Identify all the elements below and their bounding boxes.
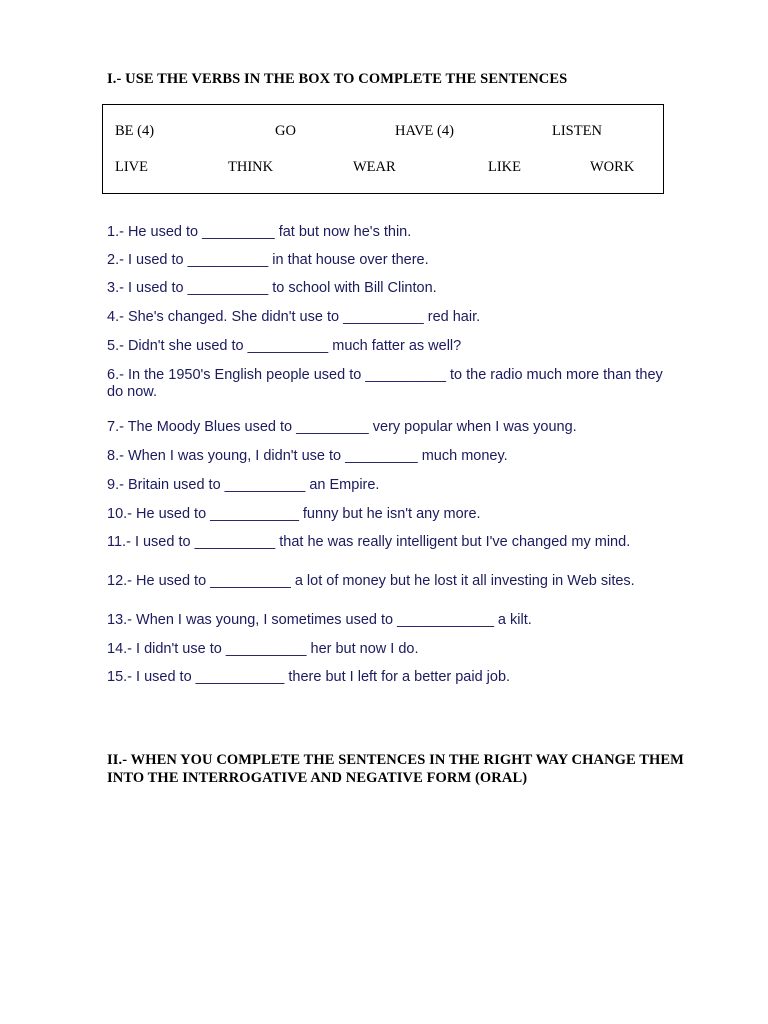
verb-wear: WEAR <box>353 159 396 175</box>
verb-like: LIKE <box>488 159 522 175</box>
sentence-14: 14.- I didn't use to __________ her but now I do. <box>107 641 419 657</box>
sentence-11: 11.- I used to __________ that he was really intelligent but I've changed my mind. <box>107 534 631 550</box>
sentence-10: 10.- He used to ___________ funny but he isn't any more. <box>107 506 481 522</box>
section1-heading: I.- USE THE VERBS IN THE BOX TO COMPLETE THE SENTENCES <box>107 71 568 87</box>
verb-live: LIVE <box>115 159 149 175</box>
sentence-12: 12.- He used to __________ a lot of money but he lost it all investing in Web sites. <box>107 573 635 589</box>
sentence-15: 15.- I used to ___________ there but I left for a better paid job. <box>107 669 511 685</box>
section2-heading: II.- WHEN YOU COMPLETE THE SENTENCES IN THE RIGHT WAY CHANGE THEM INTO THE INTERROGATIVE AND NEGATIVE FORM (ORAL) <box>107 752 684 786</box>
verb-box <box>102 104 664 194</box>
verb-think: THINK <box>228 159 274 175</box>
sentence-5: 5.- Didn't she used to __________ much fatter as well? <box>107 338 462 354</box>
sentence-13: 13.- When I was young, I sometimes used to ____________ a kilt. <box>107 612 532 628</box>
verb-be: BE (4) <box>115 123 155 139</box>
sentence-3: 3.- I used to __________ to school with Bill Clinton. <box>107 280 437 296</box>
sentence-4: 4.- She's changed. She didn't use to __________ red hair. <box>107 309 481 325</box>
verb-have: HAVE (4) <box>395 123 454 139</box>
verb-work: WORK <box>590 159 635 175</box>
verb-listen: LISTEN <box>552 123 602 139</box>
sentence-2: 2.- I used to __________ in that house over there. <box>107 252 429 268</box>
sentence-1: 1.- He used to _________ fat but now he's thin. <box>107 224 412 240</box>
sentence-9: 9.- Britain used to __________ an Empire. <box>107 477 380 493</box>
sentence-6: 6.- In the 1950's English people used to __________ to the radio much more than they do now. <box>107 367 663 400</box>
verb-go: GO <box>275 123 296 139</box>
sentence-7: 7.- The Moody Blues used to _________ very popular when I was young. <box>107 419 577 435</box>
sentence-8: 8.- When I was young, I didn't use to _________ much money. <box>107 448 508 464</box>
